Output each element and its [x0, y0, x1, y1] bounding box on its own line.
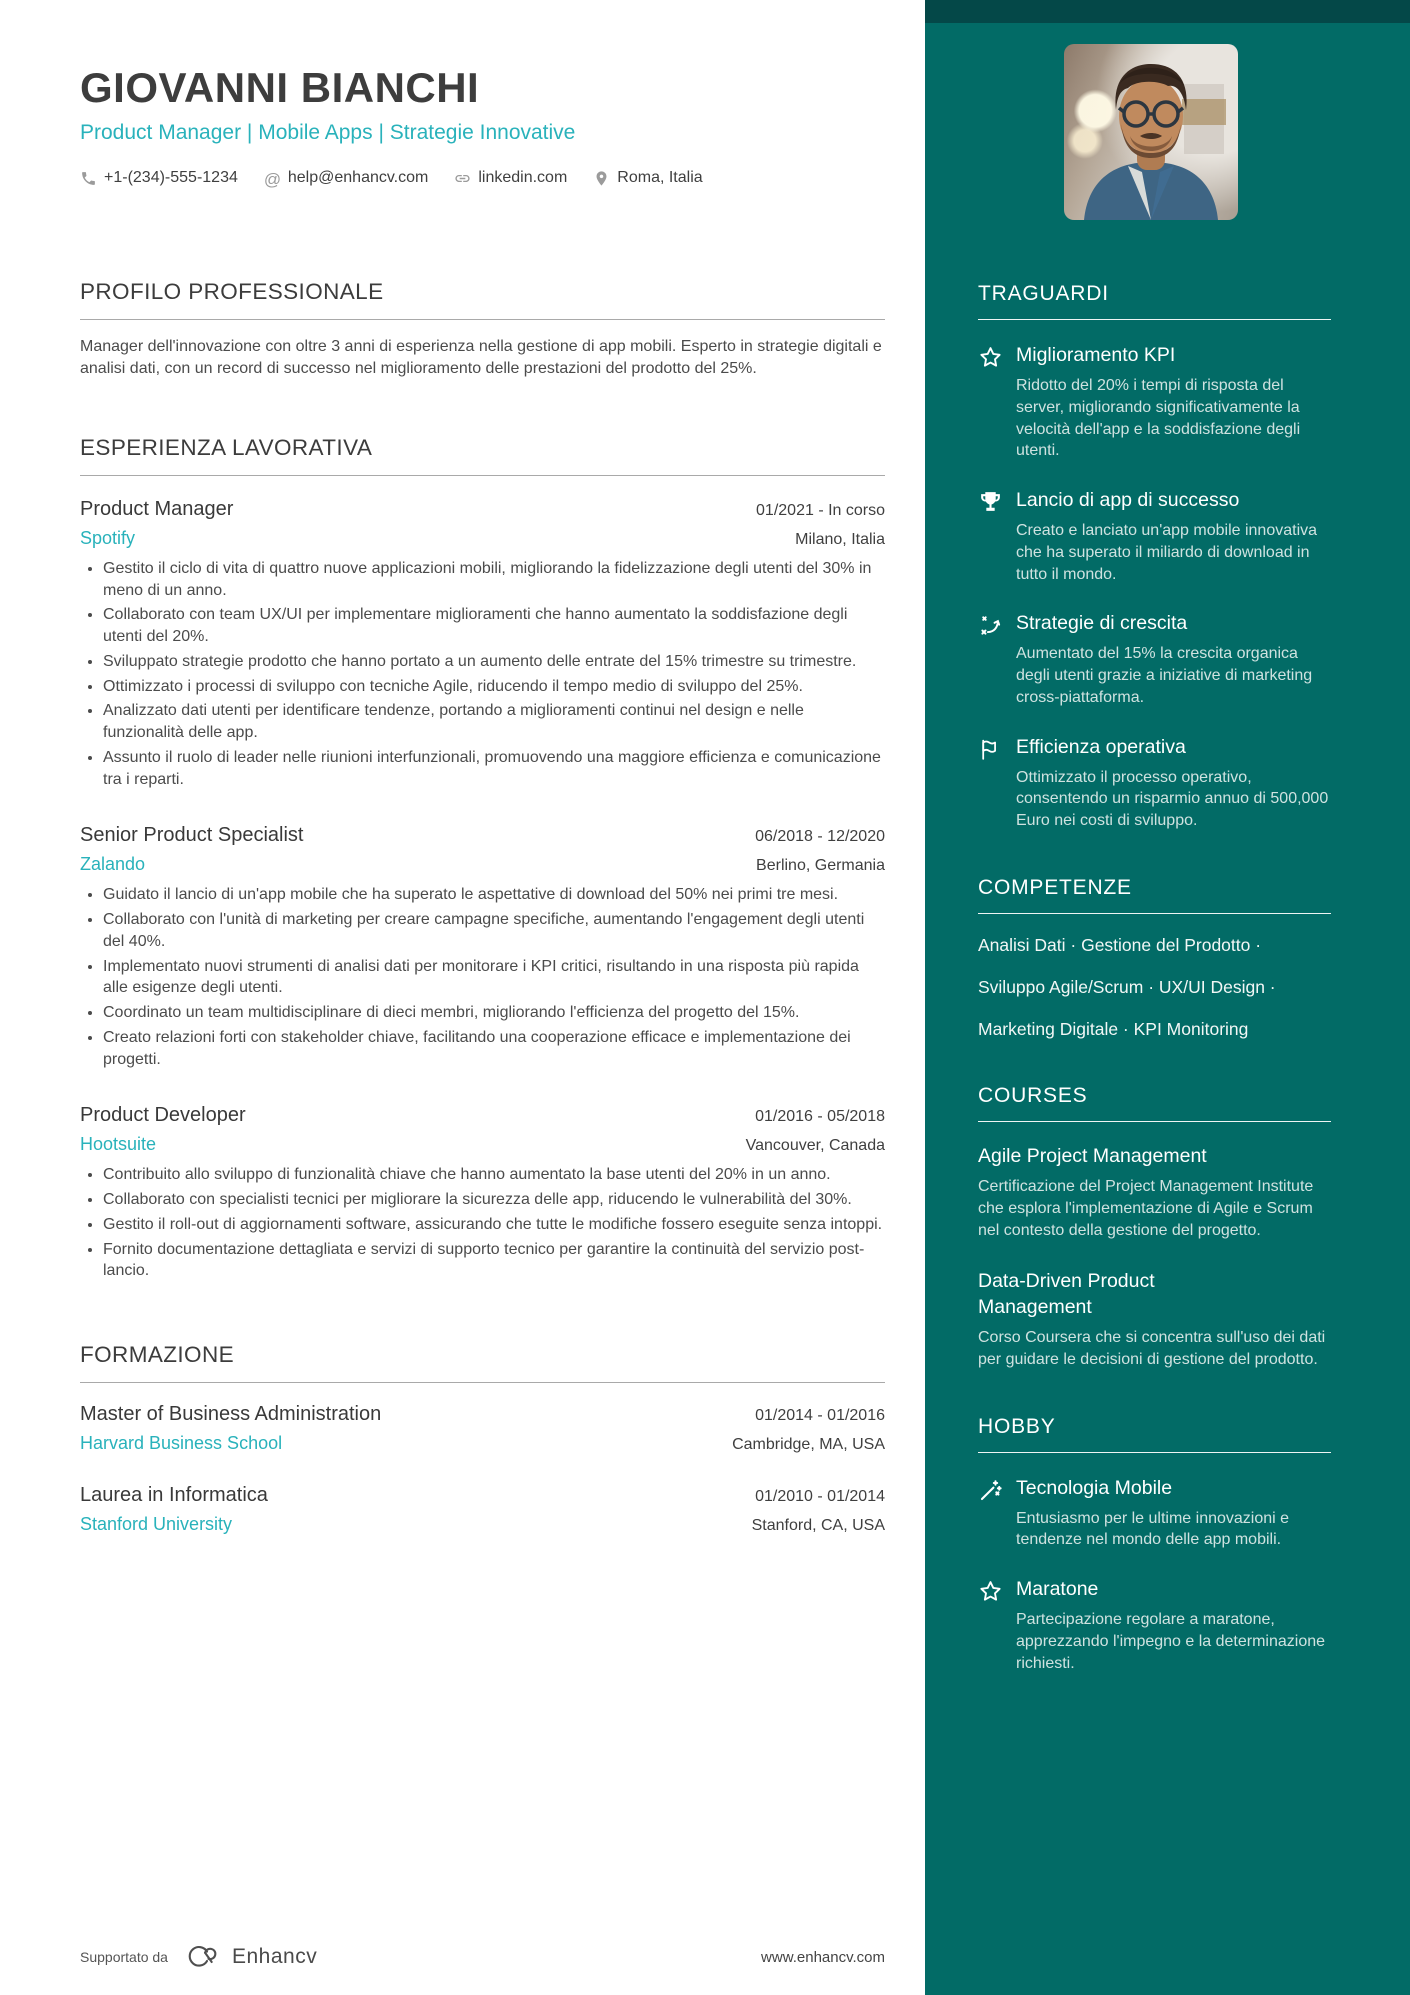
school-location: Cambridge, MA, USA [732, 1436, 885, 1454]
section-profile [80, 279, 885, 381]
powered-by-label: Supportato da [80, 1949, 168, 1965]
achievement-title: Miglioramento KPI [1016, 344, 1176, 366]
skills-line: Analisi Dati · Gestione del Prodotto · [978, 934, 1262, 955]
education-dates: 01/2010 - 01/2014 [755, 1488, 885, 1506]
at-icon: @ [263, 169, 282, 189]
course-item [978, 1144, 1331, 1242]
job-dates: 06/2018 - 12/2020 [755, 828, 885, 846]
section-experience [80, 435, 885, 1282]
linkedin-url: linkedin.com [478, 169, 568, 186]
achievement-title: Efficienza operativa [1016, 735, 1186, 758]
hobby-heading: HOBBY [978, 1415, 1331, 1453]
job-bullet: • Assunto il ruolo di leader nelle riunioni interfunzionali, promuovendo una maggiore efficienza e comunicazione tra i reparti. [103, 747, 885, 791]
course-title: Data-Driven Product Management [978, 1270, 1155, 1318]
candidate-name: GIOVANNI BIANCHI [80, 64, 480, 111]
course-title: Agile Project Management [978, 1144, 1207, 1167]
hobby-text: Partecipazione regolare a maratone, apprezzando l'impegno e la determinazione richiesti. [1016, 1611, 1326, 1672]
candidate-headline: Product Manager | Mobile Apps | Strategie Innovative [80, 121, 576, 144]
course-text: Certificazione del Project Management Institute che esplora l'implementazione di Agile e Scrum nel contesto della gestione del progetto. [978, 1178, 1314, 1239]
job-bullet: • Gestito il roll-out di aggiornamenti software, assicurando che tutte le modifiche fossero eseguite senza intoppi. [103, 1214, 885, 1236]
degree-title: Master of Business Administration [80, 1403, 382, 1426]
job-location: Milano, Italia [795, 530, 885, 548]
enhancv-logo[interactable] [182, 1945, 224, 1969]
education-entry [80, 1484, 885, 1535]
wand-icon [978, 1478, 1003, 1503]
hobby-text: Entusiasmo per le ultime innovazioni e tendenze nel mondo delle app mobili. [1016, 1509, 1290, 1549]
school-name: Harvard Business School [80, 1433, 283, 1454]
website-link[interactable]: www.enhancv.com [761, 1948, 885, 1966]
school-location: Stanford, CA, USA [751, 1517, 885, 1535]
achievement-text: Creato e lanciato un'app mobile innovativa che ha superato il miliardo di download in tutto il mondo. [1016, 522, 1318, 583]
section-hobby [978, 1415, 1331, 1675]
job-bullet: • Creato relazioni forti con stakeholder chiave, facilitando una cooperazione efficace e implementazione dei progetti. [103, 1027, 885, 1071]
enhancv-brand[interactable]: Enhancv [231, 1945, 318, 1968]
education-heading: FORMAZIONE [80, 1342, 885, 1383]
job-location: Berlino, Germania [756, 857, 885, 875]
course-item [978, 1269, 1331, 1370]
job-bullet: • Implementato nuovi strumenti di analisi dati per monitorare i KPI critici, risultando in una risposta più rapida alle esigenze degli utenti. [103, 956, 885, 1000]
job-title: Product Manager [80, 497, 234, 520]
job-bullets [80, 558, 885, 791]
achievement-text: Ottimizzato il processo operativo, consentendo un risparmio annuo di 500,000 Euro nei costi di sviluppo. [1016, 768, 1329, 829]
job-bullet: • Collaborato con team UX/UI per implementare miglioramenti che hanno aumentato la soddisfazione degli utenti del 20%. [103, 604, 885, 648]
experience-heading: ESPERIENZA LAVORATIVA [80, 435, 885, 476]
education-dates: 01/2014 - 01/2016 [755, 1407, 885, 1425]
skills-line: Sviluppo Agile/Scrum · UX/UI Design · [978, 976, 1276, 997]
hobby-title: Maratone [1016, 1578, 1099, 1601]
sidebar-top-band [925, 0, 1410, 23]
job-bullet: • Collaborato con specialisti tecnici per migliorare la sicurezza delle app, riducendo le vulnerabilità del 30%. [103, 1189, 885, 1211]
skills-line: Marketing Digitale · KPI Monitoring [978, 1018, 1249, 1039]
job-location: Vancouver, Canada [745, 1137, 885, 1155]
strategy-icon [978, 613, 1003, 638]
sidebar [925, 0, 1410, 1995]
job-entry [80, 824, 885, 1070]
job-bullet: • Sviluppato strategie prodotto che hanno portato a un aumento delle entrate del 15% trimestre su trimestre. [103, 651, 885, 673]
section-traguardi [978, 282, 1331, 832]
job-company: Hootsuite [80, 1134, 157, 1155]
job-dates: 01/2016 - 05/2018 [755, 1108, 885, 1126]
courses-heading: COURSES [978, 1084, 1331, 1122]
achievement-text: Ridotto del 20% i tempi di risposta del server, migliorando significativamente la velocità dell'app e la soddisfazione degli utenti. [1016, 377, 1301, 460]
trophy-icon [978, 490, 1003, 515]
section-courses [978, 1084, 1331, 1371]
achievement-item [978, 612, 1331, 708]
profile-text: Manager dell'innovazione con oltre 3 anni di esperienza nella gestione di app mobili. Esperto in strategie digitali e analisi dati, con un record di successo nel miglioramento delle prestazioni del prodotto del 25%. [80, 338, 882, 378]
job-bullets [80, 884, 885, 1070]
job-company: Spotify [80, 527, 136, 548]
job-bullet: • Analizzato dati utenti per identificare tendenze, portando a miglioramenti continui nel design e nelle funzionalità delle app. [103, 700, 885, 744]
achievement-text: Aumentato del 15% la crescita organica degli utenti grazie a iniziative di marketing cross-piattaforma. [1016, 645, 1313, 706]
education-entry [80, 1403, 885, 1454]
course-text: Corso Coursera che si concentra sull'uso dei dati per guidare le decisioni di gestione del prodotto. [978, 1329, 1326, 1368]
footer [80, 1945, 885, 1969]
location-icon [593, 170, 610, 187]
achievement-item [978, 489, 1331, 585]
job-bullet: • Guidato il lancio di un'app mobile che ha superato le aspettative di download del 50% nei primi tre mesi. [103, 884, 885, 906]
profile-heading: PROFILO PROFESSIONALE [80, 279, 885, 320]
job-bullet: • Contribuito allo sviluppo di funzionalità chiave che hanno aumentato la base utenti del 20% in un anno. [103, 1164, 885, 1186]
location-contact [593, 169, 702, 187]
hobby-title: Tecnologia Mobile [1016, 1476, 1173, 1499]
job-entry [80, 498, 885, 791]
email-address: help@enhancv.com [287, 169, 429, 186]
hobby-item [978, 1477, 1331, 1552]
job-bullet: • Ottimizzato i processi di sviluppo con tecniche Agile, riducendo il tempo medio di sviluppo del 25%. [103, 676, 885, 698]
location-text: Roma, Italia [617, 169, 703, 186]
job-bullet: • Gestito il ciclo di vita di quattro nuove applicazioni mobili, migliorando la fidelizzazione degli utenti del 30% in meno di un anno. [103, 558, 885, 602]
achievement-title: Strategie di crescita [1016, 612, 1188, 635]
linkedin-contact[interactable] [454, 169, 567, 187]
phone-contact[interactable] [80, 169, 238, 187]
section-education [80, 1342, 885, 1535]
achievement-title: Lancio di app di successo [1016, 489, 1240, 511]
phone-icon [80, 170, 97, 187]
achievement-item [978, 344, 1331, 462]
traguardi-heading: TRAGUARDI [978, 282, 1331, 320]
job-bullet: • Collaborato con l'unità di marketing per creare campagne specifiche, aumentando l'engagement degli utenti del 40%. [103, 909, 885, 953]
email-contact[interactable] [264, 169, 428, 187]
achievement-item [978, 736, 1331, 832]
competenze-heading: COMPETENZE [978, 876, 1331, 914]
job-dates: 01/2021 - In corso [756, 501, 885, 519]
job-bullet: • Fornito documentazione dettagliata e servizi di supporto tecnico per garantire la continuità del servizio post-lancio. [103, 1239, 885, 1283]
star-icon [978, 1579, 1003, 1604]
contact-row [80, 169, 885, 187]
degree-title: Laurea in Informatica [80, 1484, 268, 1507]
school-name: Stanford University [80, 1514, 233, 1535]
phone-number: +1-(234)-555-1234 [104, 169, 238, 186]
job-title: Product Developer [80, 1104, 246, 1127]
job-company: Zalando [80, 854, 146, 875]
profile-photo [1064, 44, 1238, 220]
job-bullets [80, 1164, 885, 1282]
link-icon [454, 170, 471, 187]
job-entry [80, 1104, 885, 1282]
star-icon [978, 345, 1003, 370]
job-bullet: • Coordinato un team multidisciplinare di dieci membri, migliorando l'efficienza del progetto del 15%. [103, 1002, 885, 1024]
flag-icon [978, 737, 1003, 762]
job-title: Senior Product Specialist [80, 824, 304, 847]
hobby-item [978, 1578, 1331, 1674]
section-competenze [978, 876, 1331, 1040]
